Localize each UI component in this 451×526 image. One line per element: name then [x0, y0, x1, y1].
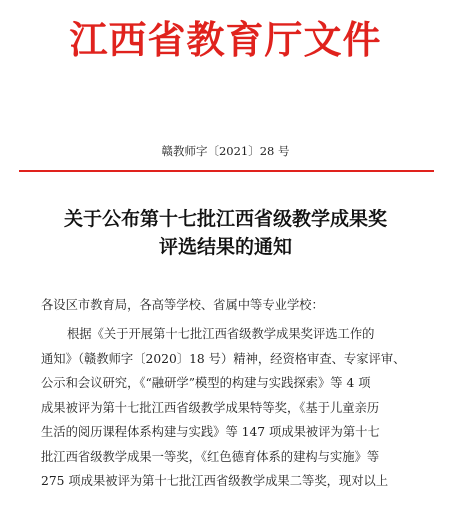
- title-line-2: 评选结果的通知: [158, 236, 292, 258]
- document-number: 赣教师字〔2021〕28 号: [161, 144, 290, 158]
- document-masthead: 江西省教育厅文件: [69, 17, 382, 62]
- body-line: 通知》（赣教师字〔2020〕18 号）精神，经资格审查、专家评审、: [41, 351, 406, 366]
- salutation: 各设区市教育局，各高等学校、省属中等专业学校：: [41, 298, 324, 312]
- title-line-1: 关于公布第十七批江西省级教学成果奖: [63, 208, 387, 230]
- body-paragraph: [41, 322, 415, 494]
- body-line: 批江西省级教学成果一等奖，《红色德育体系的建构与实施》等: [41, 449, 380, 464]
- body-line: 公示和会议研究，《“融研学”模型的构建与实践探索》等 4 项: [41, 376, 371, 390]
- red-divider-line: [19, 170, 434, 172]
- body-line: 成果被评为第十七批江西省级教学成果特等奖，《基于儿童亲历: [41, 400, 380, 415]
- body-line: 275 项成果被评为第十七批江西省级教学成果二等奖，现对以上: [41, 474, 389, 488]
- document-title: [0, 205, 451, 261]
- body-line: 生活的阅历课程体系构建与实践》等 147 项成果被评为第十七: [41, 425, 380, 439]
- body-line: 根据《关于开展第十七批江西省级教学成果奖评选工作的: [67, 327, 375, 341]
